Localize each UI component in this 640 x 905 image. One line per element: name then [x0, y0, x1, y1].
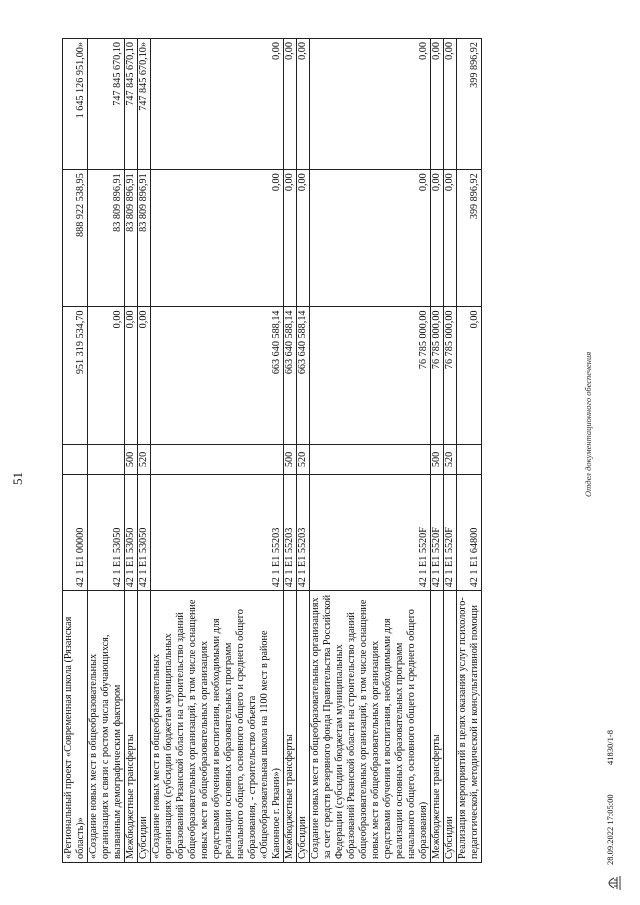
row-name: Межбюджетные трансферты: [125, 591, 138, 863]
row-csr: 42 1 E1 53050: [125, 475, 138, 591]
row-vr: 520: [444, 444, 457, 475]
row-value-1: 0,00: [125, 307, 138, 444]
table-row: [151, 39, 284, 863]
row-value-3: 399 896,92: [457, 39, 482, 170]
row-name: «Создание новых мест в общеобразовательных организациях в связи с ростом числа обучающихся, вызванным демографическим фактором: [88, 591, 125, 863]
table-row: [431, 39, 444, 863]
row-value-2: 888 922 538,95: [63, 170, 88, 307]
row-vr: [151, 444, 284, 475]
row-value-3: 747 845 670,10: [125, 39, 138, 170]
row-value-2: 0,00: [297, 170, 310, 307]
row-value-1: 0,00: [138, 307, 151, 444]
table-row: [457, 39, 482, 863]
table-row: [138, 39, 151, 863]
row-value-3: 747 845 670,10»: [138, 39, 151, 170]
emblem-icon: [600, 873, 622, 893]
row-name: Межбюджетные трансферты: [284, 591, 297, 863]
row-value-1: 76 785 000,00: [310, 307, 431, 444]
footer-date: 28.09.2022 17:05:00: [605, 794, 615, 865]
row-value-1: 663 640 588,14: [284, 307, 297, 444]
row-csr: 42 1 E1 5520F: [431, 475, 444, 591]
row-value-2: 399 896,92: [457, 170, 482, 307]
row-vr: 520: [138, 444, 151, 475]
table-row: [284, 39, 297, 863]
row-name: Субсидии: [444, 591, 457, 863]
row-csr: 42 1 E1 55203: [151, 475, 284, 591]
row-csr: 42 1 E1 64800: [457, 475, 482, 591]
row-value-2: 0,00: [431, 170, 444, 307]
row-name: Субсидии: [297, 591, 310, 863]
page-number: 51: [10, 472, 25, 485]
row-value-1: 76 785 000,00: [431, 307, 444, 444]
row-name: «Региональный проект «Современная школа (Рязанская область)»: [63, 591, 88, 863]
row-csr: 42 1 E1 55203: [284, 475, 297, 591]
budget-table: [62, 38, 482, 863]
row-value-2: 0,00: [310, 170, 431, 307]
table-row: [444, 39, 457, 863]
footer-doc-number: 41830/1-8: [605, 730, 615, 765]
table-row: [88, 39, 125, 863]
row-csr: 42 1 E1 5520F: [310, 475, 431, 591]
table-row: [63, 39, 88, 863]
row-name: Субсидии: [138, 591, 151, 863]
row-value-2: 83 809 896,91: [138, 170, 151, 307]
row-vr: 520: [297, 444, 310, 475]
row-value-2: 83 809 896,91: [125, 170, 138, 307]
row-value-2: 0,00: [284, 170, 297, 307]
row-name: Межбюджетные трансферты: [431, 591, 444, 863]
table-row: [297, 39, 310, 863]
row-csr: 42 1 E1 5520F: [444, 475, 457, 591]
row-value-3: 747 845 670,10: [88, 39, 125, 170]
row-value-1: 663 640 588,14: [151, 307, 284, 444]
row-csr: 42 1 E1 53050: [138, 475, 151, 591]
row-csr: 42 1 E1 00000: [63, 475, 88, 591]
row-name: Создание новых мест в общеобразовательных организациях за счет средств резервного фонда Правительства Российской Федерации (субсидии бюджетам муниципальных образований Рязанской области на строительство зданий общеобразовательных организаций, в том числе оснащение новых мест в общеобразовательных организациях средствами обучения и воспитания, необходимыми для реализации основных образовательных программ начального общего, основного общего и среднего общего образования): [310, 591, 431, 863]
department-stamp: Отдел документационного обеспечения: [583, 351, 593, 497]
row-csr: 42 1 E1 55203: [297, 475, 310, 591]
row-value-1: 76 785 000,00: [444, 307, 457, 444]
row-value-1: 951 319 534,70: [63, 307, 88, 444]
row-value-2: 83 809 896,91: [88, 170, 125, 307]
row-vr: [88, 444, 125, 475]
row-value-2: 0,00: [444, 170, 457, 307]
row-value-1: 663 640 588,14: [297, 307, 310, 444]
row-vr: 500: [284, 444, 297, 475]
row-value-3: 0,00: [284, 39, 297, 170]
row-value-1: 0,00: [457, 307, 482, 444]
row-value-2: 0,00: [151, 170, 284, 307]
row-value-3: 0,00: [431, 39, 444, 170]
row-csr: 42 1 E1 53050: [88, 475, 125, 591]
row-vr: [457, 444, 482, 475]
row-value-3: 0,00: [151, 39, 284, 170]
row-name: Реализация мероприятий в целях оказания услуг психолого-педагогической, методической и консультативной помощи: [457, 591, 482, 863]
row-vr: [63, 444, 88, 475]
row-value-3: 0,00: [444, 39, 457, 170]
row-vr: [310, 444, 431, 475]
row-value-3: 1 645 126 951,00»: [63, 39, 88, 170]
row-value-3: 0,00: [297, 39, 310, 170]
row-value-1: 0,00: [88, 307, 125, 444]
row-value-3: 0,00: [310, 39, 431, 170]
table-row: [310, 39, 431, 863]
table-row: [125, 39, 138, 863]
row-name: «Создание новых мест в общеобразовательных организациях (субсидии бюджетам муниципальных образований Рязанской области на строительство зданий общеобразовательных организаций, в том числе оснащение новых мест в общеобразовательных организациях средствами обучения и воспитания, необходимыми для реализации основных образовательных программ начального общего, основного общего и среднего общего образования, - строительство объекта «Общеобразовательная школа на 1100 мест в районе Канонное г. Рязани»): [151, 591, 284, 863]
row-vr: 500: [125, 444, 138, 475]
row-vr: 500: [431, 444, 444, 475]
